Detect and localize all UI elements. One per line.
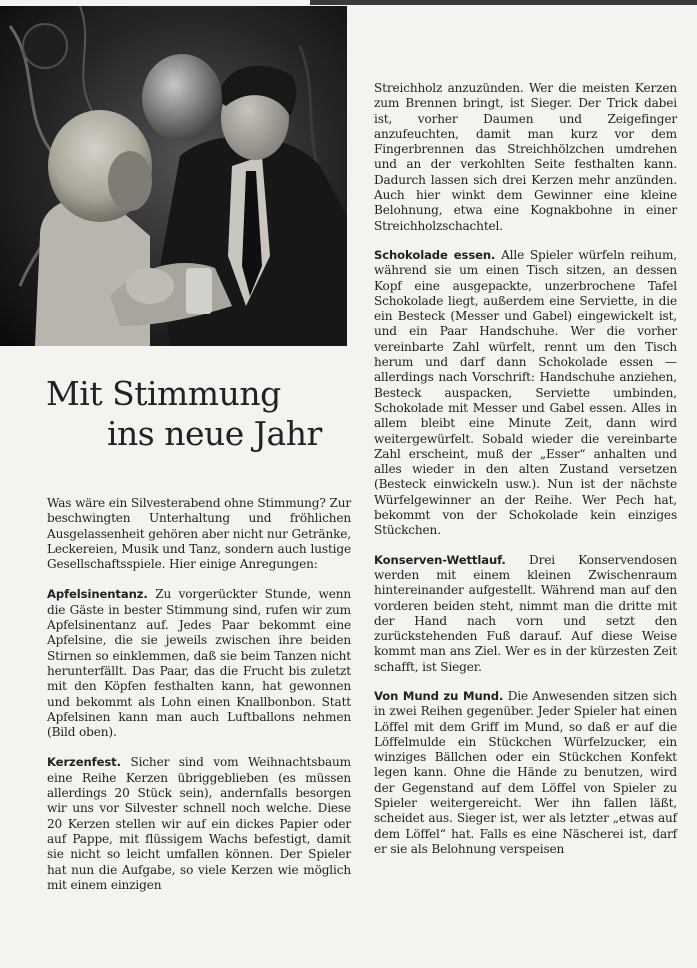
intro-paragraph: Was wäre ein Silvesterabend ohne Stimmung? Zur beschwingten Unterhaltung und fröhlichen Ausgelassenheit gehören aber nicht nur Getränke, Leckereien, Musik und Tanz, sondern auch lustige Gesellschaftsspiele. Hier einige Anregungen: — [47, 496, 351, 572]
section-body: Sicher sind vom Weihnachtsbaum eine Reihe Kerzen übriggeblieben (es müssen allerdings 20 Stück sein), andernfalls besorgen wir uns vor Silvester schnell noch welche. Diese 20 Kerzen stellen wir auf ein dickes Papier oder auf Pappe, mit flüssigem Wachs befestigt, damit sie nicht so leicht umfallen können. Der Spieler hat nun die Aufgabe, so viele Kerzen wie möglich mit einem einzigen — [47, 755, 351, 892]
section-title: Konserven-Wettlauf. — [374, 552, 506, 567]
section-title: Schokolade essen. — [374, 247, 496, 262]
section-kerzenfest — [47, 755, 351, 893]
headline-line-2: ins neue Jahr — [107, 414, 322, 453]
party-photo — [0, 6, 347, 346]
section-konserven-wettlauf — [374, 553, 677, 675]
section-schokolade-essen — [374, 248, 677, 539]
section-apfelsinentanz — [47, 587, 351, 740]
section-body: Alle Spieler würfeln reihum, während sie um einen Tisch sitzen, an dessen Kopf eine ausgepackte, unzerbrochene Tafel Schokolade liegt, außerdem eine Serviette, in die ein Besteck (Messer und Gabel) eingewickelt ist, und ein Paar Handschuhe. Wer die vorher vereinbarte Zahl würfelt, rennt um den Tisch herum und darf dann Schokolade essen — allerdings nach Vorschrift: Handschuhe anziehen, Besteck auspacken, Serviette umbinden, Schokolade mit Messer und Gabel essen. Alles in allem bleibt eine Minute Zeit, dann wird weitergewürfelt. Sobald wieder die vereinbarte Zahl erscheint, muß der „Esser“ anhalten und alles wieder in den alten Zustand versetzen (Besteck einwickeln usw.). Nun ist der nächste Würfelgewinner an der Reihe. Wer Pech hat, bekommt von der Schokolade kein einziges Stückchen. — [374, 247, 677, 538]
left-column — [47, 496, 351, 893]
headline-line-1: Mit Stimmung — [46, 374, 281, 413]
article-headline — [46, 374, 346, 454]
section-body: Die Anwesenden sitzen sich in zwei Reihen gegenüber. Jeder Spieler hat einen Löffel mit dem Griff im Mund, so daß er auf die Löffelmulde ein Stückchen Würfelzucker, ein winziges Bällchen oder ein Stückchen Konfekt legen kann. Ohne die Hände zu benutzen, wird der Gegenstand auf dem Löffel von Spieler zu Spieler weitergereicht. Wer ihn fallen läßt, scheidet aus. Sieger ist, wer als letzter „etwas auf dem Löffel“ hat. Falls es eine Näscherei ist, darf er sie als Belohnung verspeisen — [374, 688, 677, 856]
section-title: Kerzenfest. — [47, 755, 121, 770]
section-kerzenfest-continued: Streichholz anzuzünden. Wer die meisten Kerzen zum Brennen bringt, ist Sieger. Der Trick dabei ist, vorher Daumen und Zeigefinger anzufeuchten, damit man kurz vor dem Fingerbrennen das Streichhölzchen umdrehen und an der verkohlten Seite festhalten kann. Dadurch lassen sich drei Kerzen mehr anzünden. Auch hier winkt dem Gewinner eine kleine Belohnung, etwa eine Kognakbohne in einer Streichholzschachtel. — [374, 81, 677, 233]
section-title: Apfelsinentanz. — [47, 587, 148, 602]
section-von-mund-zu-mund — [374, 689, 677, 857]
section-title: Von Mund zu Mund. — [374, 688, 504, 703]
right-column — [374, 81, 677, 857]
section-body: Drei Konservendosen werden mit einem kleinen Zwischenraum hintereinander aufgestellt. Während man auf den vorderen beiden steht, nimmt man die dritte mit der Hand nach vorn und setzt den zurückstehenden Fuß darauf. Auf diese Weise kommt man ans Ziel. Wer es in der kürzesten Zeit schafft, ist Sieger. — [374, 552, 677, 674]
section-body: Zu vorgerückter Stunde, wenn die Gäste in bester Stimmung sind, rufen wir zum Apfelsinentanz auf. Jedes Paar bekommt eine Apfelsine, die sie jeweils zwischen ihre beiden Stirnen so einklemmen, daß sie beim Tanzen nicht herunterfällt. Das Paar, das die Frucht bis zuletzt mit den Köpfen festhalten kann, hat gewonnen und bekommt als Lohn einen Knallbonbon. Statt Apfelsinen kann man auch Luftballons nehmen (Bild oben). — [47, 587, 351, 740]
